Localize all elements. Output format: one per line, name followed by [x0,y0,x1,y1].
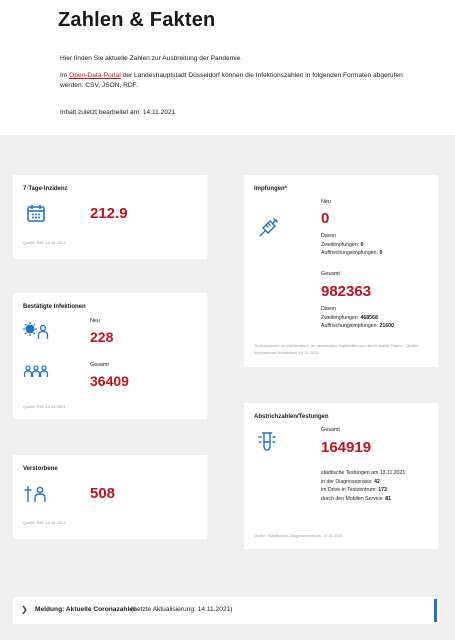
vacc-total-label: Gesamt [321,271,340,277]
vacc-total-second-label: Zweitimpfungen: [321,314,361,321]
accordion-accent-bar [434,599,437,622]
vaccinations-title: Impfungen* [254,186,287,192]
tests-breakdown [321,469,431,503]
vacc-new-booster-label: Auffrischungsimpfungen: [321,250,380,256]
tests-mobile-value: 81 [385,495,392,502]
open-data-portal-link[interactable]: Open-Data-Portal [69,72,121,79]
vacc-new-breakdown [321,232,382,258]
incidence-value: 212.9 [90,205,128,222]
vacc-total-booster-label: Auffrischungsimpfungen: [321,323,380,329]
vacc-new-second-label: Zweitimpfungen: [321,241,361,248]
deaths-title: Verstorbene [23,466,58,472]
confirmed-total-label: Gesamt [90,362,109,368]
page-title: Zahlen & Fakten [58,9,216,31]
test-tube-icon [257,431,277,453]
open-data-suffix: der Landeshauptstadt Düsseldorf können die Infektionszahlen in folgenden Formaten abgerufen werden: CSV, JSON, RDF. [60,72,403,89]
confirmed-source: Quelle: RKI, 14.11.2021 [23,404,66,409]
confirmed-card [13,293,207,419]
tests-title: Abstrichzahlen/Testungen [254,414,329,420]
accordion-title: Meldung: Aktuelle Coronazahlen [35,606,137,613]
vacc-total-of-which: Davon [321,306,336,312]
confirmed-total-value: 36409 [90,373,129,389]
deaths-value: 508 [90,485,116,502]
open-data-prefix: Im [60,72,70,79]
group-icon [23,364,49,380]
vacc-new-booster-value: 0 [379,250,383,256]
tests-total-label: Gesamt [321,427,340,433]
vacc-total-breakdown [321,305,394,331]
calendar-icon [26,203,46,223]
incidence-source: Quelle: RKI, 14.11.2021 [23,240,66,245]
last-updated: Inhalt zuletzt bearbeitet am: 14.11.2021 [60,109,176,116]
news-accordion[interactable] [13,597,439,624]
intro-section [0,0,455,135]
deaths-source: Quelle: RKI, 14.11.2021 [23,520,66,525]
syringe-icon [257,217,279,239]
tests-practice-value: 42 [374,478,380,485]
cross-person-icon [24,485,48,503]
intro-text: Hier finden Sie aktuelle Zahlen zur Ausbreitung der Pandemie. [60,55,243,62]
vacc-new-label: Neu [321,199,331,205]
vacc-total-second-value: 468568 [360,314,378,321]
vacc-footnote: *in Arztpraxen, im Impfzentrum, an dezentralen Impfstellen und durch mobile Teams - Quelle: Impfzentrum Düsseldorf, 14.11.2021 [254,343,419,355]
tests-total-value: 164919 [321,439,372,456]
virus-person-icon [23,321,49,341]
open-data-text [60,71,410,91]
tests-drive-label: im Drive-in Testzentrum: [321,487,379,493]
confirmed-title: Bestätigte Infektionen [23,304,86,310]
confirmed-new-value: 228 [90,329,114,345]
vacc-new-value: 0 [321,210,330,227]
tests-desc: städtische Testungen am 13.11.2021: [321,470,407,476]
vacc-new-of-which: Davon [321,233,336,239]
incidence-card [13,175,207,259]
accordion-note: (Letzte Aktualisierung: 14.11.2021) [131,606,233,613]
tests-drive-value: 173 [378,487,387,493]
vacc-total-value: 982363 [321,283,372,300]
vaccinations-card [244,175,438,367]
tests-practice-label: in der Diagnosepraxis: [321,478,375,485]
deaths-card [13,455,207,539]
tests-source: Quelle: Städtisches Diagnosezentrum, 14.11.2021 [254,533,343,538]
vacc-total-booster-value: 21600 [379,323,394,329]
tests-card [244,403,438,549]
chevron-right-icon: ❯ [21,605,28,614]
confirmed-new-label: Neu [90,318,100,324]
tests-mobile-label: durch den Mobilen Service: [321,495,386,502]
incidence-title: 7-Tage-Inzidenz [23,186,68,192]
vacc-new-second-value: 0 [360,241,364,248]
